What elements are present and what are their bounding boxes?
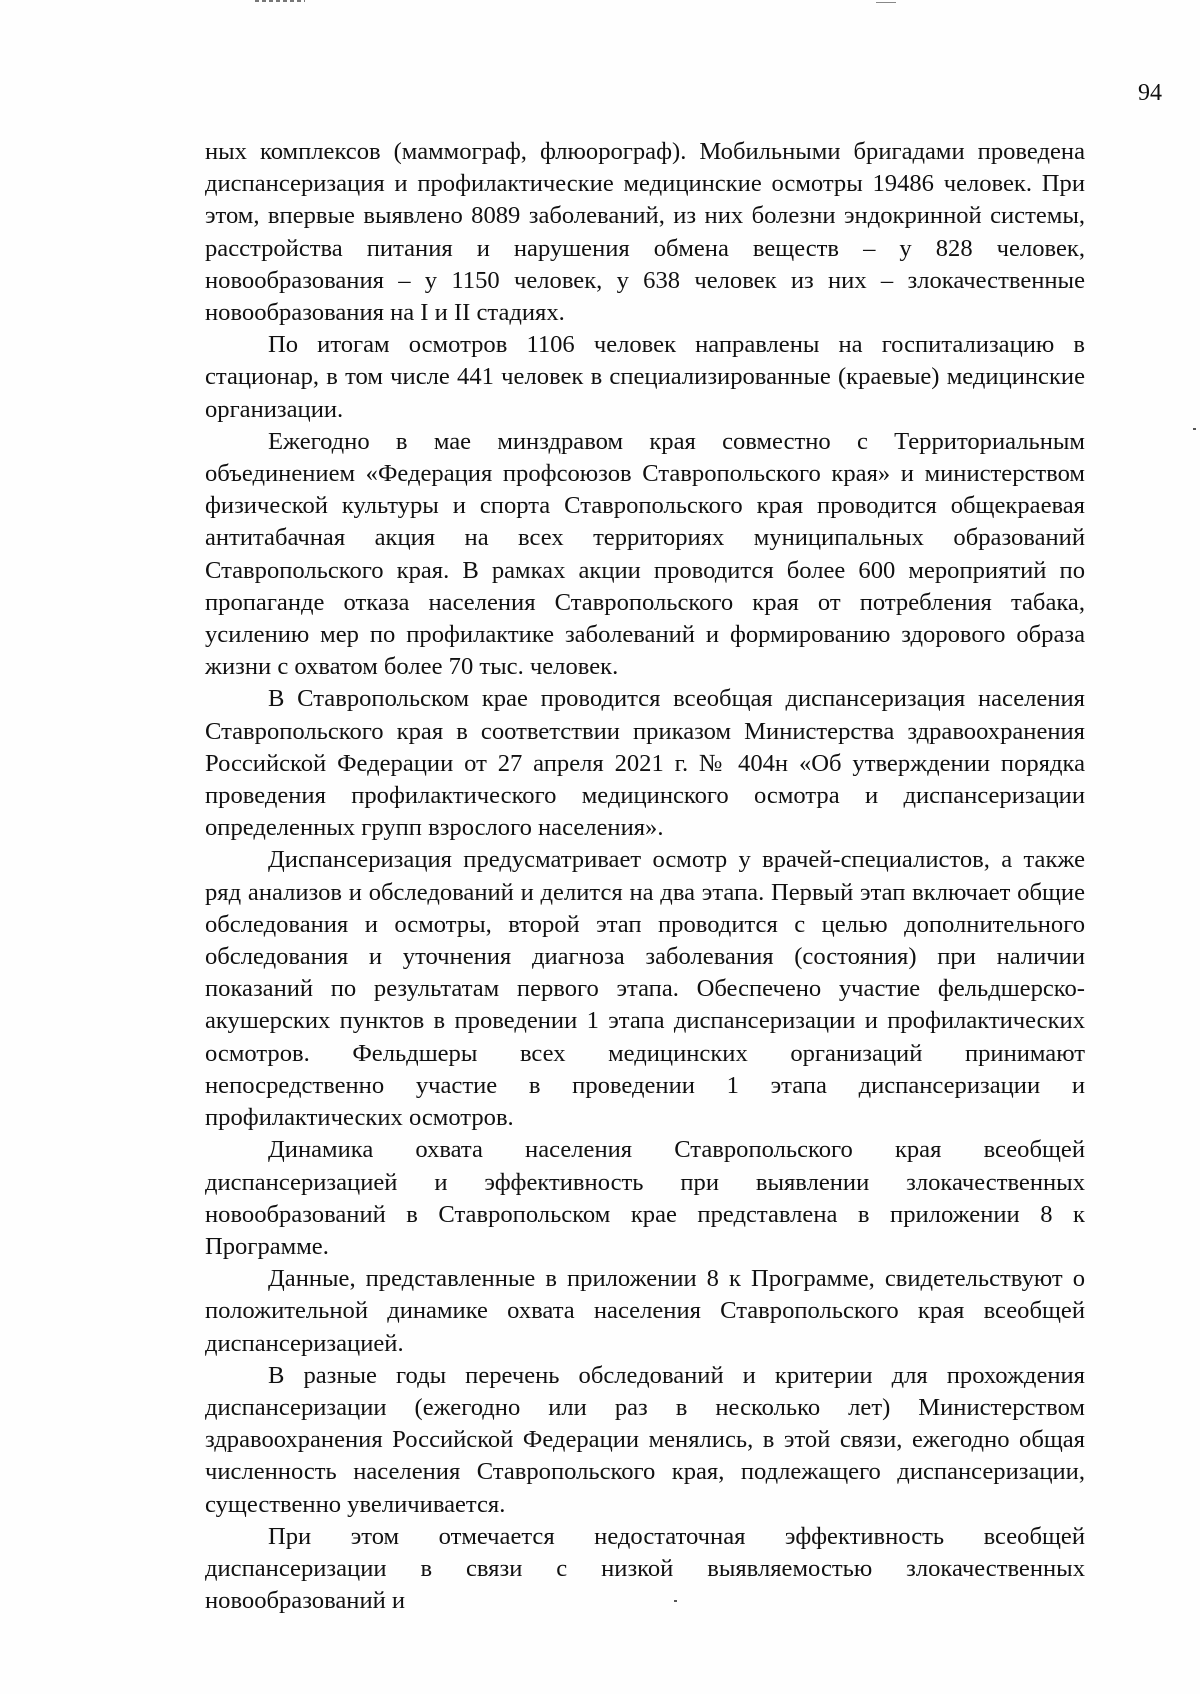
scan-artifact (876, 2, 896, 3)
paragraph: ных комплексов (маммограф, флюорограф). Мобильными бригадами проведена диспансеризация и профилактические медицинские осмотры 19486 человек. При этом, впервые выявлено 8089 заболеваний, из них болезни эндокринной системы, расстройства питания и нарушения обмена веществ – у 828 человек, новообразования – у 1150 человек, у 638 человек из них – злокачественные новообразования на I и II стадиях. (205, 138, 1085, 327)
paragraph: По итогам осмотров 1106 человек направлены на госпитализацию в стационар, в том числе 441 человек в специализированные (краевые) медицинские организации. (205, 331, 1085, 423)
scan-artifact (674, 1600, 677, 1602)
paragraph: Ежегодно в мае минздравом края совместно с Территориальным объединением «Федерация профсоюзов Ставропольского края» и министерством физической культуры и спорта Ставропольского края проводится общекраевая антитабачная акция на всех территориях муниципальных образований Ставропольского края. В рамках акции проводится более 600 мероприятий по пропаганде отказа населения Ставропольского края от потребления табака, усилению мер по профилактике заболеваний и формированию здорового образа жизни с охватом более 70 тыс. человек. (205, 427, 1085, 681)
paragraph: В разные годы перечень обследований и критерии для прохождения диспансеризации (ежегодно или раз в несколько лет) Министерством здравоохранения Российской Федерации менялись, в этой связи, ежегодно общая численность населения Ставропольского края, подлежащего диспансеризации, существенно увеличивается. (205, 1361, 1085, 1518)
paragraph: Диспансеризация предусматривает осмотр у врачей-специалистов, а также ряд анализов и обследований и делится на два этапа. Первый этап включает общие обследования и осмотры, второй этап проводится с целью дополнительного обследования и уточнения диагноза заболевания (состояния) при наличии показаний по результатам первого этапа. Обеспечено участие фельдшерско-акушерских пунктов в проведении 1 этапа диспансеризации и профилактических осмотров. Фельдшеры всех медицинских организаций принимают непосредственно участие в проведении 1 этапа диспансеризации и профилактических осмотров. (205, 846, 1085, 1132)
page-number: 94 (1138, 80, 1162, 106)
scan-artifact (1193, 428, 1196, 430)
paragraph: Данные, представленные в приложении 8 к Программе, свидетельствуют о положительной динамике охвата населения Ставропольского края всеобщей диспансеризацией. (205, 1265, 1085, 1357)
body-text (205, 136, 1085, 1617)
paragraph: При этом отмечается недостаточная эффективность всеобщей диспансеризации в связи с низкой выявляемостью злокачественных новообразований и (205, 1522, 1085, 1615)
paragraph: В Ставропольском крае проводится всеобщая диспансеризация населения Ставропольского края в соответствии приказом Министерства здравоохранения Российской Федерации от 27 апреля 2021 г. № 404н «Об утверждении порядка проведения профилактического медицинского осмотра и диспансеризации определенных групп взрослого населения». (205, 685, 1085, 842)
scan-artifact (255, 0, 305, 2)
paragraph: Динамика охвата населения Ставропольского края всеобщей диспансеризацией и эффективность при выявлении злокачественных новообразований в Ставропольском крае представлена в приложении 8 к Программе. (205, 1136, 1085, 1260)
